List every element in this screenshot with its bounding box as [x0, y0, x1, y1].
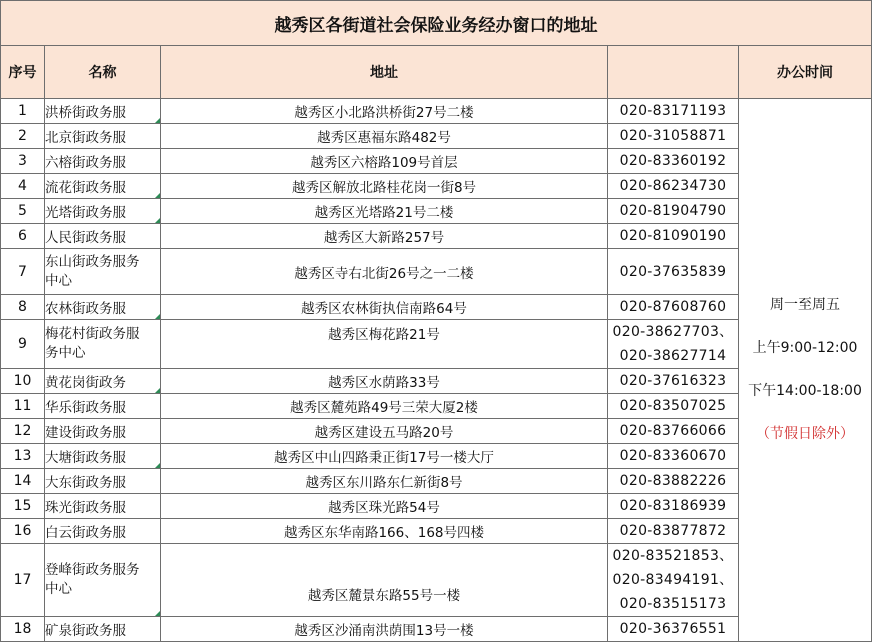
row-name-text: 梅花村街政务服务中心	[45, 326, 140, 361]
row-address: 越秀区麓景东路55号一楼	[161, 544, 608, 617]
row-index: 13	[1, 444, 45, 469]
row-name-text: 农林街政务服	[45, 301, 126, 317]
row-name	[45, 494, 161, 519]
row-phone	[608, 149, 739, 174]
row-address: 越秀区六榕路109号首层	[161, 149, 608, 174]
table-title: 越秀区各街道社会保险业务经办窗口的地址	[1, 1, 872, 46]
row-address: 越秀区沙涌南洪荫围13号一楼	[161, 617, 608, 642]
row-name-text: 黄花岗街政务	[45, 375, 126, 391]
row-name-text: 洪桥街政务服	[45, 105, 126, 121]
row-name	[45, 544, 161, 617]
row-address: 越秀区珠光路54号	[161, 494, 608, 519]
row-address: 越秀区大新路257号	[161, 224, 608, 249]
phone-number: 020-87608760	[619, 299, 727, 315]
header-row	[1, 46, 872, 99]
row-name	[45, 224, 161, 249]
row-name	[45, 174, 161, 199]
header-hours: 办公时间	[739, 46, 872, 99]
row-index: 2	[1, 124, 45, 149]
row-index: 8	[1, 295, 45, 320]
row-phone	[608, 444, 739, 469]
row-phone	[608, 494, 739, 519]
header-name: 名称	[45, 46, 161, 99]
row-address: 越秀区梅花路21号	[161, 320, 608, 369]
row-name-text: 华乐街政务服	[45, 400, 126, 416]
row-name	[45, 369, 161, 394]
table-row	[1, 99, 872, 124]
row-address: 越秀区东华南路166、168号四楼	[161, 519, 608, 544]
phone-number: 020-83521853、	[612, 548, 734, 564]
row-name	[45, 99, 161, 124]
phone-number: 020-83877872	[619, 523, 727, 539]
phone-number: 020-36376551	[619, 621, 727, 637]
phone-number: 020-86234730	[619, 178, 727, 194]
row-name	[45, 320, 161, 369]
title-row	[1, 1, 872, 46]
row-phone	[608, 519, 739, 544]
row-index: 3	[1, 149, 45, 174]
row-address: 越秀区东川路东仁新街8号	[161, 469, 608, 494]
row-address: 越秀区建设五马路20号	[161, 419, 608, 444]
phone-number: 020-31058871	[619, 128, 727, 144]
header-phone	[608, 46, 739, 99]
row-name-text: 建设街政务服	[45, 425, 126, 441]
row-name-text: 白云街政务服	[45, 525, 126, 541]
hours-holiday: （节假日除外）	[756, 425, 854, 442]
row-phone	[608, 320, 739, 369]
row-index: 4	[1, 174, 45, 199]
row-index: 12	[1, 419, 45, 444]
row-address: 越秀区惠福东路482号	[161, 124, 608, 149]
row-name	[45, 419, 161, 444]
row-phone	[608, 617, 739, 642]
row-address: 越秀区小北路洪桥街27号二楼	[161, 99, 608, 124]
row-name-text: 人民街政务服	[45, 230, 126, 246]
phone-number: 020-37616323	[619, 373, 727, 389]
row-name	[45, 249, 161, 295]
row-phone	[608, 469, 739, 494]
row-index: 18	[1, 617, 45, 642]
row-name-text: 珠光街政务服	[45, 500, 126, 516]
office-hours-cell	[739, 99, 872, 642]
row-name-text: 东山街政务服务中心	[45, 253, 140, 289]
row-phone	[608, 124, 739, 149]
row-name-text: 光塔街政务服	[45, 205, 126, 221]
row-name-text: 北京街政务服	[45, 130, 126, 146]
header-address: 地址	[161, 46, 608, 99]
row-index: 15	[1, 494, 45, 519]
row-phone	[608, 99, 739, 124]
phone-number: 020-83360192	[619, 153, 727, 169]
phone-number: 020-81904790	[619, 203, 727, 219]
row-index: 11	[1, 394, 45, 419]
phone-number: 020-83507025	[619, 398, 727, 414]
row-index: 16	[1, 519, 45, 544]
row-name	[45, 199, 161, 224]
row-phone	[608, 199, 739, 224]
row-index: 9	[1, 320, 45, 369]
phone-number: 020-83186939	[619, 498, 727, 514]
row-address: 越秀区麓苑路49号三荣大厦2楼	[161, 394, 608, 419]
row-phone	[608, 295, 739, 320]
row-index: 1	[1, 99, 45, 124]
phone-number: 020-38627714	[619, 348, 727, 364]
hours-days: 周一至周五	[770, 297, 840, 314]
row-name	[45, 444, 161, 469]
phone-number: 020-81090190	[619, 228, 727, 244]
row-index: 7	[1, 249, 45, 295]
row-name-text: 流花街政务服	[45, 180, 126, 196]
phone-number: 020-83171193	[619, 103, 727, 119]
phone-number: 020-83515173	[619, 596, 727, 612]
hours-morning: 上午9:00-12:00	[752, 340, 858, 357]
row-phone	[608, 394, 739, 419]
phone-number: 020-37635839	[619, 263, 727, 280]
row-address: 越秀区解放北路桂花岗一街8号	[161, 174, 608, 199]
phone-number: 020-38627703、	[612, 324, 734, 340]
phone-number: 020-83882226	[619, 473, 727, 489]
phone-number: 020-83494191、	[612, 572, 734, 588]
row-name	[45, 149, 161, 174]
row-name	[45, 394, 161, 419]
row-phone	[608, 249, 739, 295]
row-phone	[608, 224, 739, 249]
phone-number: 020-83766066	[619, 423, 727, 439]
hours-afternoon: 下午14:00-18:00	[748, 383, 862, 399]
row-phone	[608, 174, 739, 199]
row-name-text: 登峰街政务服务中心	[45, 562, 140, 597]
row-phone	[608, 544, 739, 617]
row-address: 越秀区中山四路秉正街17号一楼大厅	[161, 444, 608, 469]
row-index: 17	[1, 544, 45, 617]
header-index: 序号	[1, 46, 45, 99]
row-address: 越秀区水荫路33号	[161, 369, 608, 394]
row-phone	[608, 369, 739, 394]
row-name	[45, 519, 161, 544]
row-name	[45, 617, 161, 642]
row-name	[45, 295, 161, 320]
row-name-text: 大东街政务服	[45, 475, 126, 491]
row-name-text: 大塘街政务服	[45, 450, 126, 466]
row-index: 14	[1, 469, 45, 494]
row-name-text: 矿泉街政务服	[45, 623, 126, 639]
phone-number: 020-83360670	[619, 448, 727, 464]
row-name	[45, 469, 161, 494]
row-index: 10	[1, 369, 45, 394]
row-name-text: 六榕街政务服	[45, 155, 126, 171]
row-name	[45, 124, 161, 149]
row-address: 越秀区农林街执信南路64号	[161, 295, 608, 320]
row-address: 越秀区寺右北街26号之一二楼	[161, 249, 608, 295]
row-index: 6	[1, 224, 45, 249]
row-phone	[608, 419, 739, 444]
row-index: 5	[1, 199, 45, 224]
row-address: 越秀区光塔路21号二楼	[161, 199, 608, 224]
